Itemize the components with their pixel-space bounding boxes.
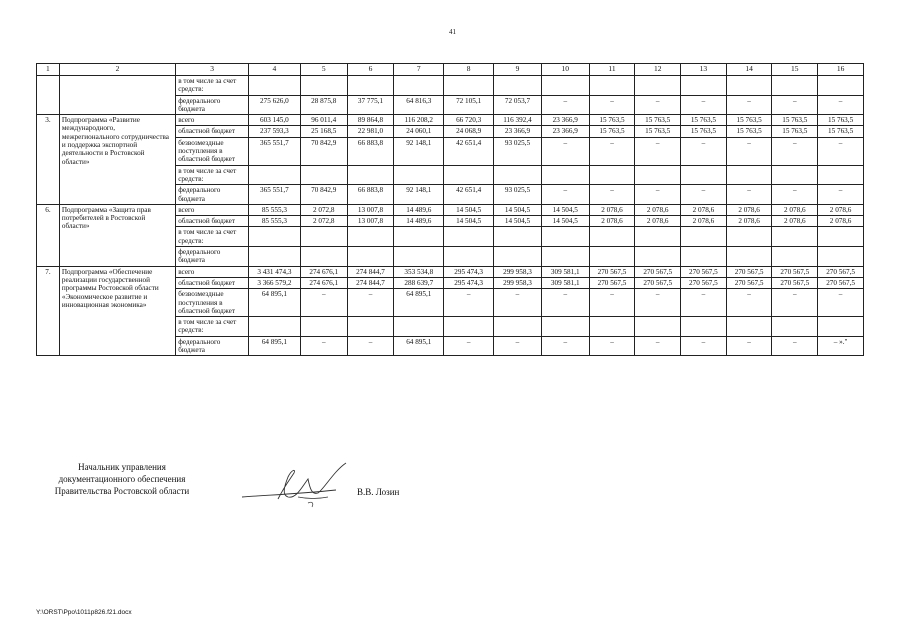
subprogram-name: Подпрограмма «Обеспечение реализации государственной программы Ростовской области «Экономическое развитие и инновационная экономика» [59,266,175,356]
handwritten-signature [238,457,358,509]
column-number: 12 [635,64,681,76]
amount-cell [635,76,681,96]
amount-cell [494,317,542,337]
amount-cell: – [772,185,818,205]
amount-cell: 28 875,8 [300,95,347,115]
amount-cell: – [300,336,347,356]
amount-cell: 309 581,1 [541,277,589,288]
amount-cell: 2 072,8 [300,216,347,227]
amount-cell: 72 105,1 [444,95,494,115]
amount-cell [300,76,347,96]
amount-cell: 270 567,5 [589,266,635,277]
amount-cell: – [589,289,635,317]
amount-cell: – [541,95,589,115]
amount-cell: 15 763,5 [772,126,818,137]
column-number: 5 [300,64,347,76]
signatory-name: В.В. Лозин [357,487,400,497]
amount-cell: 270 567,5 [589,277,635,288]
amount-cell: 24 068,9 [444,126,494,137]
amount-cell: 15 763,5 [818,126,864,137]
funding-source: федерального бюджета [176,336,249,356]
amount-cell [541,247,589,267]
amount-cell [444,247,494,267]
position-line: Начальник управления [78,462,166,472]
amount-cell: 2 078,6 [589,216,635,227]
amount-cell: – [589,137,635,165]
amount-cell [394,227,444,247]
amount-cell: – [300,289,347,317]
amount-cell: 270 567,5 [772,266,818,277]
amount-cell [494,76,542,96]
funding-source: всего [176,266,249,277]
amount-cell: – [347,289,394,317]
funding-source: всего [176,204,249,215]
funding-source: безвозмездные поступления в областной бюджет [176,289,249,317]
amount-cell: 15 763,5 [589,115,635,126]
amount-cell: 64 895,1 [248,336,300,356]
amount-cell: – [589,185,635,205]
amount-cell [444,227,494,247]
amount-cell: 64 895,1 [394,336,444,356]
table-row [37,266,864,277]
table-row [37,115,864,126]
amount-cell: 270 567,5 [726,277,772,288]
amount-cell [541,76,589,96]
amount-cell: – [772,95,818,115]
amount-cell: 70 842,9 [300,185,347,205]
amount-cell: – [541,289,589,317]
amount-cell [494,247,542,267]
amount-cell: 270 567,5 [772,277,818,288]
amount-cell: – »." [818,336,864,356]
amount-cell: 15 763,5 [635,126,681,137]
amount-cell: – [347,336,394,356]
header-row [37,64,864,76]
amount-cell [772,227,818,247]
amount-cell [248,247,300,267]
table-row [37,204,864,215]
amount-cell [635,317,681,337]
amount-cell [394,247,444,267]
amount-cell: 96 011,4 [300,115,347,126]
amount-cell: 66 883,8 [347,137,394,165]
amount-cell [589,165,635,185]
amount-cell: 2 078,6 [772,216,818,227]
amount-cell [347,76,394,96]
amount-cell: – [772,336,818,356]
column-number: 4 [248,64,300,76]
amount-cell: 37 775,1 [347,95,394,115]
amount-cell: – [494,336,542,356]
amount-cell [589,317,635,337]
amount-cell: – [726,137,772,165]
amount-cell: 14 504,5 [444,204,494,215]
amount-cell [726,317,772,337]
amount-cell [444,165,494,185]
amount-cell: – [772,289,818,317]
amount-cell [681,227,727,247]
amount-cell: 42 651,4 [444,137,494,165]
amount-cell [248,227,300,247]
amount-cell: – [635,185,681,205]
amount-cell [726,76,772,96]
amount-cell: – [818,95,864,115]
row-number [37,76,60,115]
column-number: 7 [394,64,444,76]
amount-cell [494,165,542,185]
position-line: документационного обеспечения [58,474,186,484]
funding-source: всего [176,115,249,126]
amount-cell: 64 816,3 [394,95,444,115]
amount-cell: 270 567,5 [818,277,864,288]
budget-table [36,63,864,356]
amount-cell: – [818,289,864,317]
footer-file-path: Y:\ORST\Ppo\1011p826.f21.docx [36,609,132,616]
column-number: 16 [818,64,864,76]
amount-cell [541,165,589,185]
amount-cell: 299 958,3 [494,266,542,277]
amount-cell: – [494,289,542,317]
amount-cell: 92 148,1 [394,137,444,165]
amount-cell: 2 078,6 [635,204,681,215]
amount-cell: 42 651,4 [444,185,494,205]
amount-cell [681,317,727,337]
amount-cell: 93 025,5 [494,185,542,205]
amount-cell [347,165,394,185]
amount-cell [394,165,444,185]
amount-cell: – [818,185,864,205]
amount-cell: 2 072,8 [300,204,347,215]
amount-cell: – [541,137,589,165]
amount-cell: 15 763,5 [635,115,681,126]
amount-cell: 299 958,3 [494,277,542,288]
amount-cell [300,165,347,185]
amount-cell: 70 842,9 [300,137,347,165]
amount-cell: 275 626,0 [248,95,300,115]
amount-cell [444,76,494,96]
amount-cell: 270 567,5 [818,266,864,277]
amount-cell [248,165,300,185]
amount-cell [394,76,444,96]
amount-cell: 15 763,5 [726,126,772,137]
amount-cell: 309 581,1 [541,266,589,277]
amount-cell [681,247,727,267]
amount-cell: 85 555,3 [248,216,300,227]
amount-cell [494,227,542,247]
column-number: 13 [681,64,727,76]
amount-cell: 365 551,7 [248,137,300,165]
amount-cell: – [589,336,635,356]
funding-source: в том числе за счет средств: [176,165,249,185]
subprogram-name: Подпрограмма «Защита прав потребителей в Ростовской области» [59,204,175,266]
row-number: 3. [37,115,60,205]
amount-cell: 92 148,1 [394,185,444,205]
column-number: 9 [494,64,542,76]
amount-cell: 3 366 579,2 [248,277,300,288]
amount-cell: – [444,336,494,356]
amount-cell: 2 078,6 [818,204,864,215]
column-number: 11 [589,64,635,76]
amount-cell [541,317,589,337]
amount-cell [818,247,864,267]
amount-cell: – [635,289,681,317]
amount-cell: – [772,137,818,165]
amount-cell: – [681,95,727,115]
column-number: 8 [444,64,494,76]
amount-cell [818,317,864,337]
amount-cell: 23 366,9 [541,126,589,137]
funding-source: в том числе за счет средств: [176,227,249,247]
amount-cell [444,317,494,337]
amount-cell: 270 567,5 [681,266,727,277]
amount-cell: 14 489,6 [394,204,444,215]
amount-cell [772,76,818,96]
amount-cell: 15 763,5 [772,115,818,126]
amount-cell: 25 168,5 [300,126,347,137]
amount-cell: 237 593,3 [248,126,300,137]
amount-cell [635,227,681,247]
amount-cell: 2 078,6 [589,204,635,215]
amount-cell [818,165,864,185]
amount-cell: 2 078,6 [772,204,818,215]
column-number: 3 [176,64,249,76]
amount-cell: 66 883,8 [347,185,394,205]
amount-cell: – [541,336,589,356]
amount-cell: 2 078,6 [726,204,772,215]
amount-cell [772,165,818,185]
amount-cell: 295 474,3 [444,266,494,277]
amount-cell: 365 551,7 [248,185,300,205]
amount-cell: 23 366,9 [494,126,542,137]
column-number: 10 [541,64,589,76]
amount-cell: 288 639,7 [394,277,444,288]
amount-cell: 14 504,5 [541,204,589,215]
funding-source: в том числе за счет средств: [176,317,249,337]
amount-cell: 603 145,0 [248,115,300,126]
amount-cell: 2 078,6 [726,216,772,227]
table-row [37,76,864,96]
amount-cell: 72 053,7 [494,95,542,115]
amount-cell: 14 504,5 [494,216,542,227]
amount-cell: 15 763,5 [681,115,727,126]
amount-cell: 14 504,5 [541,216,589,227]
amount-cell: 66 720,3 [444,115,494,126]
amount-cell: 15 763,5 [589,126,635,137]
funding-source: в том числе за счет средств: [176,76,249,96]
amount-cell [300,317,347,337]
amount-cell: 13 007,8 [347,216,394,227]
amount-cell: – [726,289,772,317]
position-line: Правительства Ростовской области [54,486,190,496]
amount-cell [726,247,772,267]
funding-source: федерального бюджета [176,185,249,205]
amount-cell: 24 060,1 [394,126,444,137]
amount-cell: 270 567,5 [635,266,681,277]
funding-source: областной бюджет [176,216,249,227]
amount-cell [589,247,635,267]
amount-cell [300,247,347,267]
amount-cell: – [541,185,589,205]
amount-cell [541,227,589,247]
amount-cell: 14 504,5 [494,204,542,215]
amount-cell [772,247,818,267]
amount-cell [394,317,444,337]
amount-cell: 89 864,8 [347,115,394,126]
amount-cell: 15 763,5 [681,126,727,137]
signature-position [42,461,202,497]
funding-source: областной бюджет [176,126,249,137]
amount-cell [772,317,818,337]
funding-source: федерального бюджета [176,247,249,267]
subprogram-name [59,76,175,115]
amount-cell: 116 392,4 [494,115,542,126]
amount-cell [589,227,635,247]
amount-cell [347,227,394,247]
amount-cell [248,76,300,96]
amount-cell: – [681,137,727,165]
amount-cell: – [635,336,681,356]
amount-cell [635,247,681,267]
amount-cell [347,247,394,267]
amount-cell: 274 676,1 [300,266,347,277]
amount-cell: 3 431 474,3 [248,266,300,277]
amount-cell: – [589,95,635,115]
amount-cell: 23 366,9 [541,115,589,126]
amount-cell [589,76,635,96]
amount-cell: 2 078,6 [818,216,864,227]
page-number: 41 [449,28,456,36]
amount-cell: 13 007,8 [347,204,394,215]
amount-cell: 270 567,5 [726,266,772,277]
amount-cell: – [818,137,864,165]
column-number: 6 [347,64,394,76]
amount-cell: 22 981,0 [347,126,394,137]
amount-cell: 15 763,5 [726,115,772,126]
row-number: 6. [37,204,60,266]
amount-cell: 295 474,3 [444,277,494,288]
amount-cell: – [726,95,772,115]
funding-source: федерального бюджета [176,95,249,115]
amount-cell: 270 567,5 [681,277,727,288]
amount-cell: 116 208,2 [394,115,444,126]
amount-cell: 93 025,5 [494,137,542,165]
amount-cell [818,227,864,247]
subprogram-name: Подпрограмма «Развитие международного, межрегионального сотрудничества и поддержка экспортной деятельности в Ростовской области» [59,115,175,205]
amount-cell: – [726,185,772,205]
amount-cell: 353 534,8 [394,266,444,277]
amount-cell [635,165,681,185]
column-number: 2 [59,64,175,76]
column-number: 1 [37,64,60,76]
amount-cell: 14 504,5 [444,216,494,227]
amount-cell: 2 078,6 [681,216,727,227]
amount-cell [726,165,772,185]
amount-cell: 64 895,1 [394,289,444,317]
amount-cell: 2 078,6 [681,204,727,215]
amount-cell [681,76,727,96]
amount-cell [818,76,864,96]
amount-cell: 64 895,1 [248,289,300,317]
amount-cell [248,317,300,337]
funding-source: областной бюджет [176,277,249,288]
amount-cell: 15 763,5 [818,115,864,126]
amount-cell: – [635,95,681,115]
amount-cell [681,165,727,185]
amount-cell: – [681,289,727,317]
funding-source: безвозмездные поступления в областной бюджет [176,137,249,165]
row-number: 7. [37,266,60,356]
amount-cell: – [444,289,494,317]
amount-cell: 14 489,6 [394,216,444,227]
amount-cell: 270 567,5 [635,277,681,288]
amount-cell: 274 844,7 [347,277,394,288]
amount-cell: 85 555,3 [248,204,300,215]
amount-cell [347,317,394,337]
amount-cell: – [635,137,681,165]
amount-cell [300,227,347,247]
amount-cell: 274 844,7 [347,266,394,277]
amount-cell: – [681,336,727,356]
column-number: 15 [772,64,818,76]
amount-cell [726,227,772,247]
amount-cell: 2 078,6 [635,216,681,227]
amount-cell: – [681,185,727,205]
amount-cell: – [726,336,772,356]
column-number: 14 [726,64,772,76]
amount-cell: 274 676,1 [300,277,347,288]
